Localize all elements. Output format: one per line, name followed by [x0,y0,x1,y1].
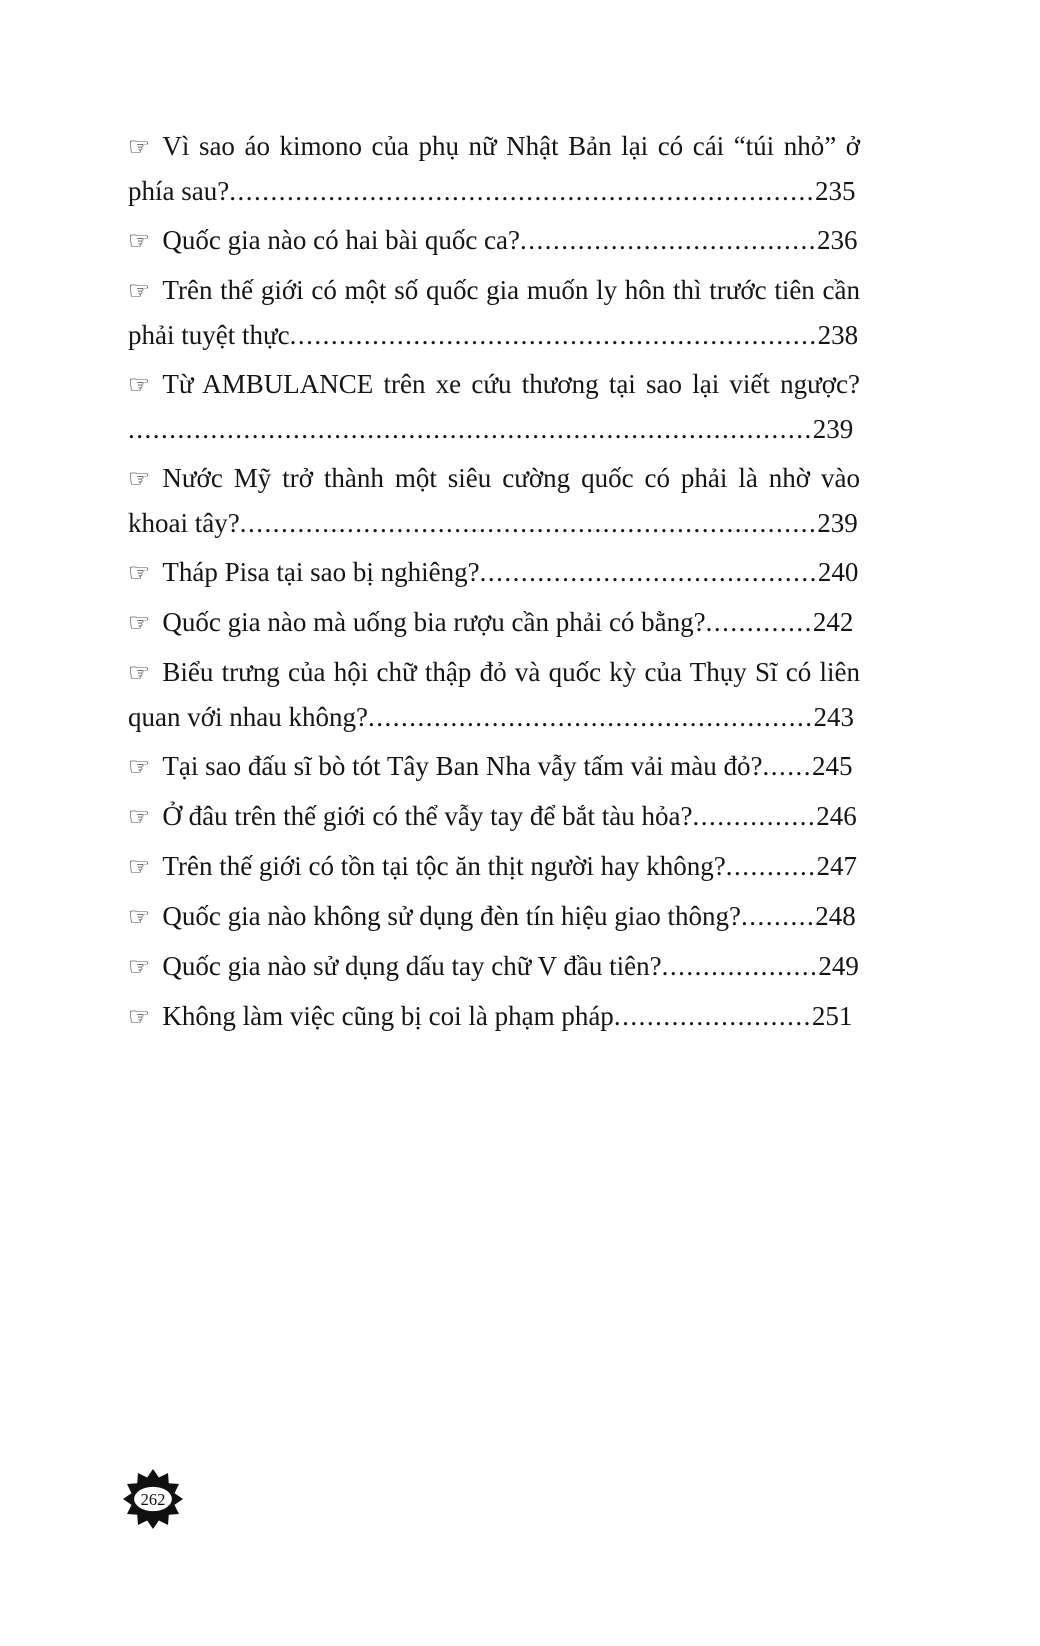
entry-page-number: 242 [812,607,854,637]
entry-title: Quốc gia nào không sử dụng đèn tín hiệu giao thông? [162,901,741,931]
entry-title: Trên thế giới có một số quốc gia muốn ly hôn thì trước tiên cần phải tuyệt thực [128,275,860,350]
entry-title: Nước Mỹ trở thành một siêu cường quốc có phải là nhờ vào khoai tây? [128,463,860,538]
entry-page-number: 247 [816,851,858,881]
entry-title: Từ AMBULANCE trên xe cứu thương tại sao lại viết ngược? [162,369,860,399]
toc-entry [128,124,860,213]
entry-page-number: 243 [813,702,854,732]
leader-dots: ............... [692,801,817,831]
leader-dots: ................................................................ [289,320,818,350]
leader-dots: ................................................................................... [128,414,813,444]
entry-title: Vì sao áo kimono của phụ nữ Nhật Bản lại có cái “túi nhỏ” ở phía sau? [128,131,860,206]
pointing-hand-icon: ☞ [128,276,151,305]
entry-page-number: 249 [818,951,859,981]
entry-page-number: 239 [817,508,858,538]
entry-page-number: 240 [817,557,859,587]
toc-entry [128,844,860,889]
entry-page-number: 239 [812,414,854,444]
entry-page-number: 238 [817,320,859,350]
toc-entry [128,794,860,839]
entry-title: Quốc gia nào có hai bài quốc ca? [162,225,521,255]
pointing-hand-icon: ☞ [128,902,151,931]
toc-entry [128,650,860,739]
pointing-hand-icon: ☞ [128,852,151,881]
pointing-hand-icon: ☞ [128,558,151,587]
entry-title: Quốc gia nào mà uống bia rượu cần phải có bằng? [162,607,706,637]
entry-page-number: 251 [811,1001,853,1031]
leader-dots: ............. [705,607,813,637]
entry-title: Trên thế giới có tồn tại tộc ăn thịt người hay không? [162,851,726,881]
pointing-hand-icon: ☞ [128,370,151,399]
toc-list [128,124,860,1044]
pointing-hand-icon: ☞ [128,952,151,981]
toc-entry [128,218,860,263]
entry-page-number: 235 [814,176,856,206]
leader-dots: ...................................................... [367,702,814,732]
pointing-hand-icon: ☞ [128,608,151,637]
leader-dots: ....................................................................... [229,176,815,206]
leader-dots: ........... [725,851,817,881]
entry-title: Tháp Pisa tại sao bị nghiêng? [162,557,480,587]
pointing-hand-icon: ☞ [128,132,151,161]
leader-dots: ................... [661,951,819,981]
toc-entry [128,268,860,357]
footer-page-number: 262 [140,1489,166,1509]
toc-entry [128,456,860,545]
entry-page-number: 248 [815,901,856,931]
entry-page-number: 236 [817,225,858,255]
leader-dots: .................................... [520,225,818,255]
entry-page-number: 246 [816,801,857,831]
leader-dots: ......................................... [479,557,818,587]
page-number-star [122,1468,184,1530]
toc-entry [128,894,860,939]
entry-title: Không làm việc cũng bị coi là phạm pháp [162,1001,614,1031]
entry-title: Quốc gia nào sử dụng dấu tay chữ V đầu tiên? [162,951,662,981]
leader-dots: ...................................................................... [239,508,818,538]
leader-dots: ........................ [613,1001,812,1031]
toc-entry [128,744,860,789]
leader-dots: ......... [740,901,816,931]
toc-entry [128,362,860,451]
pointing-hand-icon: ☞ [128,802,151,831]
pointing-hand-icon: ☞ [128,226,151,255]
entry-title: Tại sao đấu sĩ bò tót Tây Ban Nha vẫy tấm vải màu đỏ? [162,751,763,781]
pointing-hand-icon: ☞ [128,464,151,493]
toc-entry [128,994,860,1039]
leader-dots: ...... [762,751,813,781]
toc-entry [128,944,860,989]
toc-entry [128,550,860,595]
pointing-hand-icon: ☞ [128,658,151,687]
pointing-hand-icon: ☞ [128,1002,151,1031]
pointing-hand-icon: ☞ [128,752,151,781]
entry-title: Ở đâu trên thế giới có thể vẫy tay để bắt tàu hỏa? [162,801,693,831]
entry-title: Biểu trưng của hội chữ thập đỏ và quốc kỳ của Thụy Sĩ có liên quan với nhau không? [128,657,860,732]
entry-page-number: 245 [812,751,853,781]
toc-entry [128,600,860,645]
